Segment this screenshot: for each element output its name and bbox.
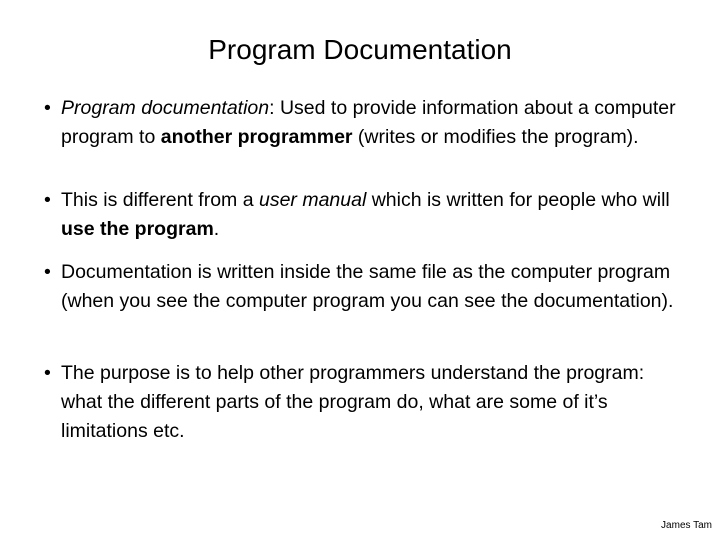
bullet-text-segment: The purpose is to help other programmers understand the program: what the different parts of the program do, what are some of it’s limitations etc. [61,362,645,442]
bullet-text-segment: : Used to provide information about a computer program to [61,97,676,148]
bullet-text [61,94,684,152]
term-user-manual: user manual [258,189,367,211]
bullet-item-inside-file [44,258,684,316]
bullet-text-segment: Documentation is written inside the same file as the computer program (when you see the computer program you can see the documentation). [61,261,674,312]
bullet-text [61,359,684,446]
bullet-icon: • [44,97,51,119]
bullet-icon: • [44,362,51,384]
footer-author: James Tam [661,520,712,531]
bullet-icon: • [44,261,51,283]
emphasis-another-programmer: another programmer [160,126,353,148]
bullet-item-program-documentation [44,94,684,152]
bullet-text-segment: This is different from a [61,189,259,211]
bullet-text-segment: (writes or modifies the program). [352,126,639,148]
bullet-text-segment: which is written for people who will [366,189,670,211]
bullet-text-segment: . [213,218,220,240]
slide-title: Program Documentation [208,34,512,65]
bullet-item-purpose [44,359,684,446]
term-program-documentation: Program documentation [61,97,270,119]
bullet-item-user-manual [44,186,684,244]
bullet-text [61,186,684,244]
emphasis-use-the-program: use the program [61,218,214,240]
bullet-icon: • [44,189,51,211]
bullet-text [61,258,684,316]
